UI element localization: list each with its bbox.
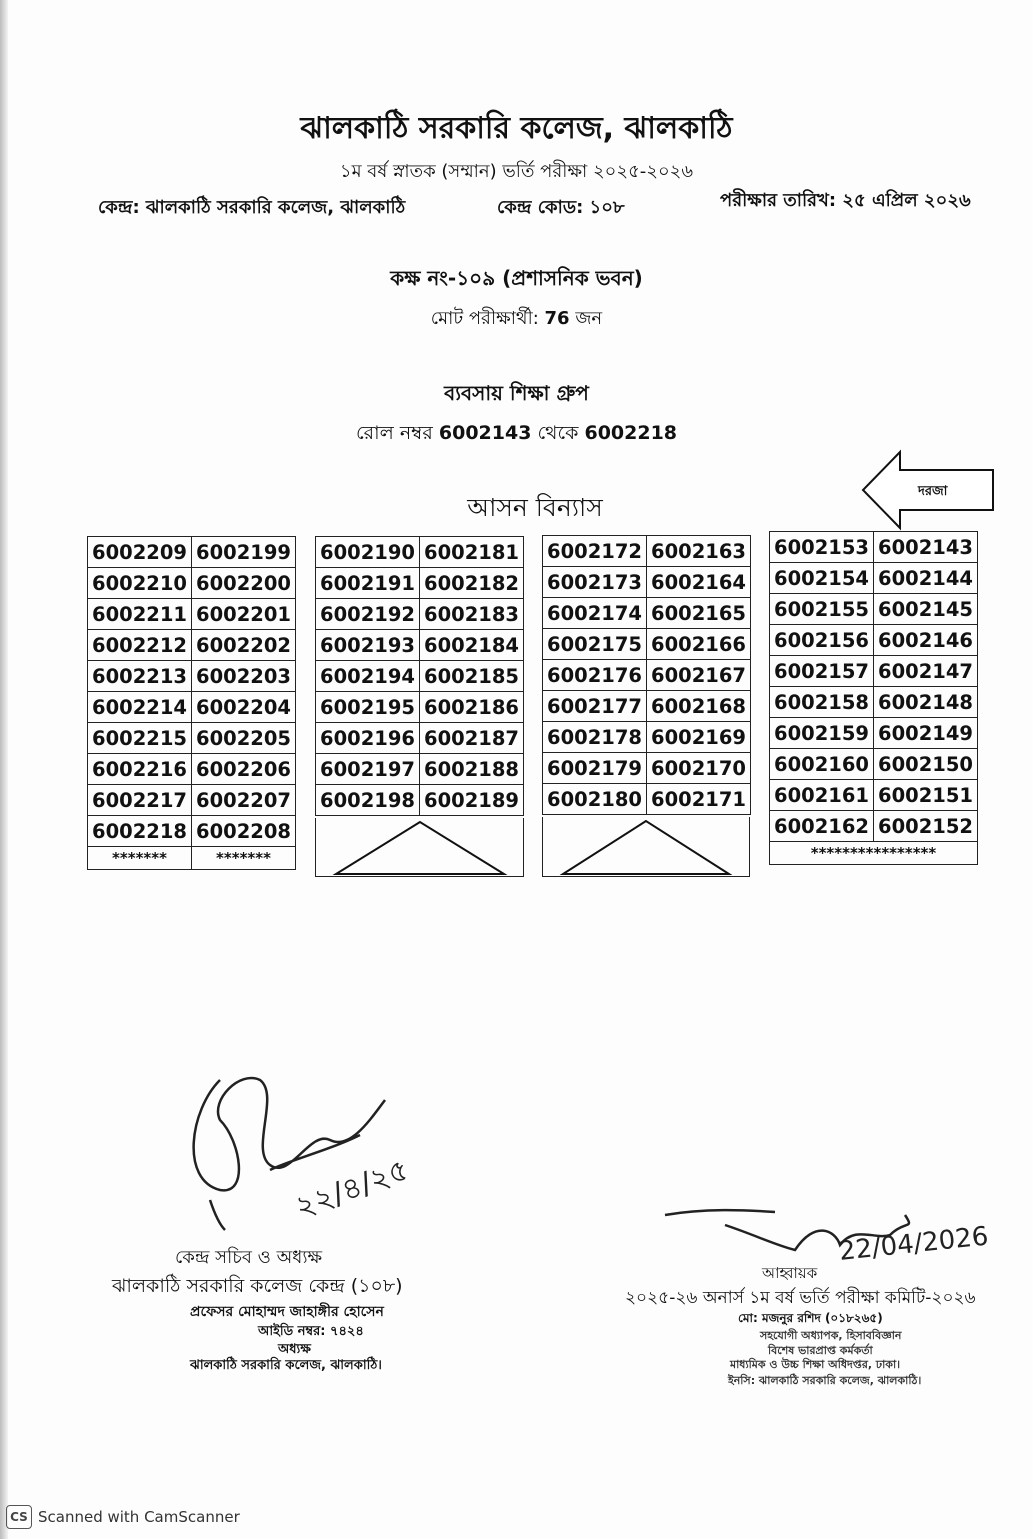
seat-roll-number: 6002196	[316, 723, 420, 754]
seat-row	[88, 692, 296, 723]
scanner-watermark: Scanned with CamScanner	[38, 1508, 240, 1526]
right-signatory-committee: ২০২৫-২৬ অনার্স ১ম বর্ষ ভর্তি পরীক্ষা কমিটি-২০২৬	[625, 1288, 976, 1308]
roll-to: 6002218	[584, 422, 678, 444]
right-stamp-duty: বিশেষ ভারপ্রাপ্ত কর্মকর্তা	[768, 1344, 873, 1357]
total-label: মোট পরীক্ষার্থী:	[430, 308, 539, 329]
room-label: কক্ষ নং-১০৯ (প্রশাসনিক ভবন)	[390, 266, 643, 290]
seat-roll-number: 6002161	[770, 780, 874, 811]
seat-roll-number: 6002207	[192, 785, 296, 816]
roll-prefix: রোল নম্বর	[355, 422, 433, 444]
seat-row	[88, 568, 296, 599]
seat-roll-number: 6002145	[874, 594, 978, 625]
seat-roll-number: 6002202	[192, 630, 296, 661]
seat-row	[770, 656, 978, 687]
seat-column-4	[769, 531, 978, 865]
seat-roll-number: 6002190	[316, 537, 420, 568]
seat-roll-number: 6002191	[316, 568, 420, 599]
triangle-mark-icon	[543, 817, 749, 876]
seat-row	[543, 660, 751, 691]
left-stamp-name: প্রফেসর মোহাম্মদ জাহাঙ্গীর হোসেন	[190, 1304, 384, 1320]
seat-roll-number: 6002151	[874, 780, 978, 811]
seat-roll-number: 6002218	[88, 816, 192, 847]
seat-roll-number: 6002166	[647, 629, 751, 660]
seat-roll-number: 6002205	[192, 723, 296, 754]
right-signature-icon	[665, 1190, 1005, 1280]
seat-roll-number: 6002173	[543, 567, 647, 598]
roll-mid: থেকে	[537, 422, 579, 444]
seat-column-2	[315, 536, 524, 816]
seat-roll-number: 6002169	[647, 722, 751, 753]
seat-roll-number: 6002198	[316, 785, 420, 816]
seat-roll-number: 6002184	[420, 630, 524, 661]
seat-roll-number: 6002164	[647, 567, 751, 598]
seat-row	[543, 722, 751, 753]
seat-roll-number: 6002167	[647, 660, 751, 691]
left-signatory-role: কেন্দ্র সচিব ও অধ্যক্ষ	[175, 1247, 323, 1268]
seat-filler-stars: ****************	[770, 842, 978, 865]
page-title: ঝালকাঠি সরকারি কলেজ, ঝালকাঠি	[300, 111, 733, 146]
seat-roll-number: 6002158	[770, 687, 874, 718]
seat-roll-number: 6002212	[88, 630, 192, 661]
total-unit: জন	[575, 308, 603, 329]
seat-roll-number: 6002160	[770, 749, 874, 780]
seat-roll-number: 6002192	[316, 599, 420, 630]
seat-row-filler	[770, 842, 978, 865]
seat-roll-number: 6002165	[647, 598, 751, 629]
seat-roll-number: 6002217	[88, 785, 192, 816]
seat-roll-number: 6002153	[770, 532, 874, 563]
seat-roll-number: 6002179	[543, 753, 647, 784]
seat-row	[88, 661, 296, 692]
seat-row	[543, 536, 751, 567]
seat-roll-number: 6002159	[770, 718, 874, 749]
seat-roll-number: 6002199	[192, 537, 296, 568]
seat-roll-number: 6002171	[647, 784, 751, 815]
seat-roll-number: 6002175	[543, 629, 647, 660]
seat-row	[770, 749, 978, 780]
seat-row	[770, 718, 978, 749]
left-stamp-post: অধ্যক্ষ	[278, 1342, 311, 1357]
seat-roll-number: 6002170	[647, 753, 751, 784]
seating-title: আসন বিন্যাস	[467, 493, 603, 522]
seat-row	[770, 532, 978, 563]
seat-roll-number: 6002180	[543, 784, 647, 815]
seat-column-3	[542, 535, 751, 815]
seat-roll-number: 6002206	[192, 754, 296, 785]
seat-row	[316, 599, 524, 630]
seat-roll-number: 6002213	[88, 661, 192, 692]
right-signature-date: 22/04/2026	[837, 1221, 990, 1267]
seat-row	[88, 816, 296, 847]
seat-roll-number: 6002215	[88, 723, 192, 754]
seat-row	[316, 537, 524, 568]
seat-roll-number: 6002178	[543, 722, 647, 753]
seat-row	[770, 687, 978, 718]
seat-roll-number: 6002157	[770, 656, 874, 687]
total-value: 76	[544, 308, 570, 329]
seat-filler-stars: *******	[88, 847, 192, 870]
roll-from: 6002143	[438, 422, 532, 444]
seat-roll-number: 6002195	[316, 692, 420, 723]
seat-roll-number: 6002152	[874, 811, 978, 842]
seat-row	[770, 625, 978, 656]
right-stamp-name: মো: মজনুর রশিদ (০১৮২৬৫)	[738, 1311, 883, 1325]
seat-row	[316, 568, 524, 599]
seat-roll-number: 6002211	[88, 599, 192, 630]
center-name: কেন্দ্র: ঝালকাঠি সরকারি কলেজ, ঝালকাঠি	[98, 197, 406, 218]
seat-row	[316, 723, 524, 754]
door-label: দরজা	[918, 484, 948, 499]
seat-row	[770, 780, 978, 811]
seat-roll-number: 6002209	[88, 537, 192, 568]
left-stamp-id: আইডি নম্বর: ৭৪২৪	[258, 1324, 364, 1339]
left-signature-icon	[180, 1040, 440, 1240]
left-signatory-center: ঝালকাঠি সরকারি কলেজ কেন্দ্র (১০৮)	[112, 1275, 403, 1297]
seat-roll-number: 6002172	[543, 536, 647, 567]
camscanner-logo-icon: CS	[6, 1505, 32, 1529]
right-signatory-role: আহ্বায়ক	[762, 1264, 818, 1282]
seat-row-filler	[88, 847, 296, 870]
seat-row	[316, 754, 524, 785]
right-stamp-dept: মাধ্যমিক ও উচ্চ শিক্ষা অধিদপ্তর, ঢাকা।	[730, 1358, 901, 1371]
right-stamp-college: ইনসি: ঝালকাঠি সরকারি কলেজ, ঝালকাঠি।	[728, 1374, 922, 1387]
seat-roll-number: 6002149	[874, 718, 978, 749]
seat-row	[770, 811, 978, 842]
seat-roll-number: 6002183	[420, 599, 524, 630]
seat-row	[88, 537, 296, 568]
seat-roll-number: 6002188	[420, 754, 524, 785]
seat-roll-number: 6002201	[192, 599, 296, 630]
seat-roll-number: 6002194	[316, 661, 420, 692]
seat-filler-stars: *******	[192, 847, 296, 870]
seat-roll-number: 6002214	[88, 692, 192, 723]
seat-row	[88, 723, 296, 754]
seat-roll-number: 6002174	[543, 598, 647, 629]
seat-roll-number: 6002143	[874, 532, 978, 563]
seat-roll-number: 6002154	[770, 563, 874, 594]
seat-row	[88, 599, 296, 630]
seat-row	[316, 692, 524, 723]
seat-row	[770, 563, 978, 594]
seat-row	[88, 754, 296, 785]
seat-row	[770, 594, 978, 625]
seat-roll-number: 6002193	[316, 630, 420, 661]
seat-roll-number: 6002210	[88, 568, 192, 599]
seat-roll-number: 6002144	[874, 563, 978, 594]
exam-date: পরীক্ষার তারিখ: ২৫ এপ্রিল ২০২৬	[720, 190, 971, 211]
seat-roll-number: 6002216	[88, 754, 192, 785]
seat-row	[316, 630, 524, 661]
seat-row	[88, 785, 296, 816]
seat-row	[316, 785, 524, 816]
total-examinees	[0, 304, 1033, 335]
seat-roll-number: 6002197	[316, 754, 420, 785]
seat-row	[543, 753, 751, 784]
seat-roll-number: 6002168	[647, 691, 751, 722]
left-stamp-college: ঝালকাঠি সরকারি কলেজ, ঝালকাঠি।	[190, 1358, 382, 1373]
seat-roll-number: 6002176	[543, 660, 647, 691]
group-name: ব্যবসায় শিক্ষা গ্রুপ	[444, 381, 589, 405]
empty-seat-block-2	[315, 818, 524, 877]
seat-roll-number: 6002187	[420, 723, 524, 754]
seat-roll-number: 6002150	[874, 749, 978, 780]
left-signature-date: ২২/৪/২৫	[290, 1152, 414, 1226]
seat-roll-number: 6002156	[770, 625, 874, 656]
seat-roll-number: 6002186	[420, 692, 524, 723]
seat-roll-number: 6002208	[192, 816, 296, 847]
seat-row	[543, 629, 751, 660]
center-code: কেন্দ্র কোড: ১০৮	[497, 197, 625, 218]
scan-edge-shadow	[0, 0, 8, 1539]
seat-roll-number: 6002200	[192, 568, 296, 599]
seat-roll-number: 6002148	[874, 687, 978, 718]
exam-subtitle: ১ম বর্ষ স্নাতক (সম্মান) ভর্তি পরীক্ষা ২০২৫-২০২৬	[339, 161, 694, 182]
seat-row	[543, 598, 751, 629]
seat-roll-number: 6002185	[420, 661, 524, 692]
seat-roll-number: 6002189	[420, 785, 524, 816]
seat-row	[316, 661, 524, 692]
right-stamp-post: সহযোগী অধ্যাপক, হিসাববিজ্ঞান	[760, 1329, 902, 1342]
seat-row	[543, 784, 751, 815]
empty-seat-block-3	[542, 817, 750, 877]
roll-range	[0, 419, 1033, 451]
seat-roll-number: 6002162	[770, 811, 874, 842]
seat-roll-number: 6002177	[543, 691, 647, 722]
seat-roll-number: 6002203	[192, 661, 296, 692]
seat-roll-number: 6002181	[420, 537, 524, 568]
seat-roll-number: 6002147	[874, 656, 978, 687]
seat-roll-number: 6002163	[647, 536, 751, 567]
seat-roll-number: 6002155	[770, 594, 874, 625]
triangle-mark-icon	[316, 818, 523, 876]
seat-row	[543, 567, 751, 598]
seat-column-1	[87, 536, 296, 870]
seat-roll-number: 6002182	[420, 568, 524, 599]
seat-row	[543, 691, 751, 722]
seat-roll-number: 6002146	[874, 625, 978, 656]
seat-row	[88, 630, 296, 661]
seat-roll-number: 6002204	[192, 692, 296, 723]
